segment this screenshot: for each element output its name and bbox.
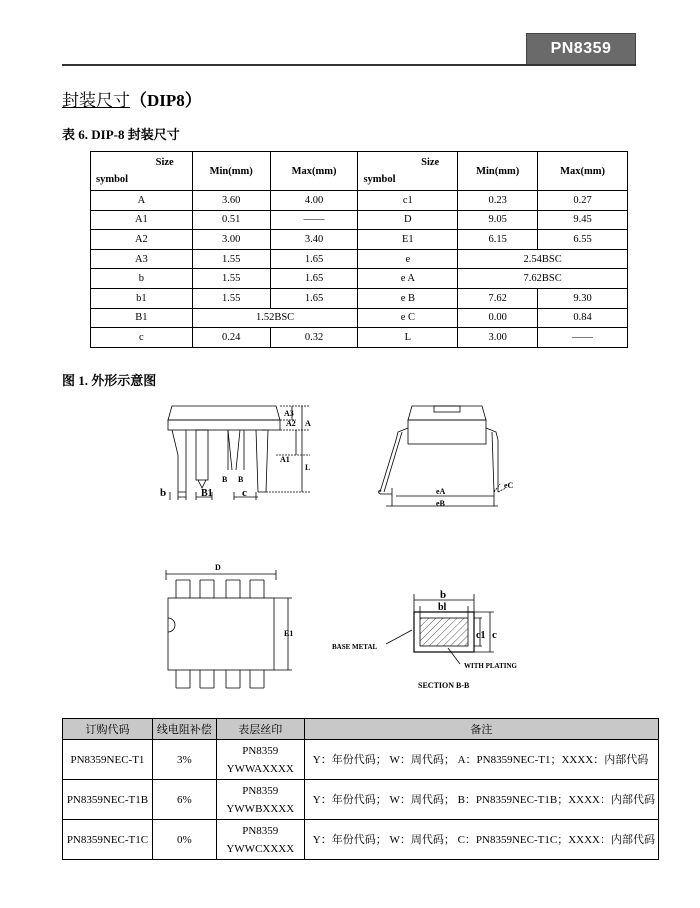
min-cell: 0.00 [458,308,538,328]
section-title-cn: 封装尺寸 [62,91,130,110]
value-cell: 7.62BSC [458,269,628,289]
label-D: D [215,563,221,572]
header-max: Max(mm) [538,152,628,191]
label-L: L [305,463,311,472]
label-A1: A1 [280,455,290,464]
min-cell: 6.15 [458,230,538,250]
symbol-cell: c [91,328,193,348]
part-number-badge: PN8359 [526,33,636,65]
order-table [62,718,659,860]
min-cell: 7.62 [458,288,538,308]
order-comp: 3% [152,740,216,780]
max-cell: —— [538,328,628,348]
header-symbol: symbol [96,174,129,185]
max-cell: 1.65 [270,288,358,308]
symbol-cell: b1 [91,288,193,308]
label-b: b [160,487,167,499]
label-base-metal: BASE METAL [332,643,378,651]
end-view-labels [378,481,514,508]
label-eA: eA [436,487,446,496]
section-title-paren: （DIP8） [130,91,202,110]
label-eC: eC [504,481,514,490]
table-row [63,780,659,820]
header-size: Size [421,157,440,168]
header-max: Max(mm) [270,152,358,191]
order-header-comp: 线电阻补偿 [152,719,216,740]
label-c1-section: c1 [476,630,486,641]
table-row [63,740,659,780]
order-table-header [63,719,659,740]
symbol-cell: e B [358,288,458,308]
label-c: c [242,487,247,499]
header-size: Size [155,157,174,168]
header-min: Min(mm) [458,152,538,191]
label-E1: E1 [284,629,294,638]
mark-line-2: YWWCXXXX [226,842,295,855]
min-cell: 3.60 [192,191,270,211]
order-header-code: 订购代码 [63,719,153,740]
label-b-section: b [440,589,447,601]
top-view [166,570,292,688]
order-remark: Y：年份代码； W：周代码； C：PN8359NEC-T1C；XXXX：内部代码 [304,820,658,860]
label-section-bb: SECTION B-B [418,681,470,690]
order-comp: 6% [152,780,216,820]
min-cell: 0.24 [192,328,270,348]
symbol-cell: A1 [91,210,193,230]
min-cell: 1.55 [192,288,270,308]
min-cell: 1.55 [192,269,270,289]
max-cell: —— [270,210,358,230]
min-cell: 9.05 [458,210,538,230]
order-remark: Y：年份代码； W：周代码； A：PN8359NEC-T1；XXXX：内部代码 [304,740,658,780]
symbol-cell: D [358,210,458,230]
mark-line-2: YWWAXXXX [226,762,294,775]
order-mark [216,740,304,780]
order-mark [216,780,304,820]
max-cell: 6.55 [538,230,628,250]
header-symbol: symbol [363,174,396,185]
label-b1-section: bl [438,602,447,613]
label-B1: B1 [201,488,213,499]
max-cell: 3.40 [270,230,358,250]
symbol-cell: A3 [91,249,193,269]
label-A2: A2 [286,419,296,428]
symbol-cell: E1 [358,230,458,250]
label-eB: eB [436,499,445,508]
table-row [63,820,659,860]
order-remark: Y：年份代码； W：周代码； B：PN8359NEC-T1B；XXXX：内部代码 [304,780,658,820]
label-B-left: B [222,475,228,484]
symbol-cell: c1 [358,191,458,211]
label-c-section: c [492,629,497,641]
max-cell: 1.65 [270,269,358,289]
order-code: PN8359NEC-T1C [63,820,153,860]
side-view-labels [160,409,311,499]
min-cell: 3.00 [458,328,538,348]
symbol-cell: A2 [91,230,193,250]
table-caption: 表 6. DIP-8 封装尺寸 [62,127,180,142]
mark-line-2: YWWBXXXX [226,802,295,815]
order-code: PN8359NEC-T1 [63,740,153,780]
value-cell: 1.52BSC [192,308,358,328]
figure-caption: 图 1. 外形示意图 [62,373,157,388]
mark-line-1: PN8359 [242,824,279,837]
label-with-plating: WITH PLATING [464,662,517,670]
order-mark [216,820,304,860]
label-c-end: c [378,487,382,496]
symbol-cell: e [358,249,458,269]
value-cell: 2.54BSC [458,249,628,269]
max-cell: 0.84 [538,308,628,328]
symbol-cell: A [91,191,193,211]
label-A3: A3 [284,409,294,418]
max-cell: 0.27 [538,191,628,211]
order-comp: 0% [152,820,216,860]
max-cell: 0.32 [270,328,358,348]
max-cell: 4.00 [270,191,358,211]
order-code: PN8359NEC-T1B [63,780,153,820]
min-cell: 3.00 [192,230,270,250]
max-cell: 9.45 [538,210,628,230]
symbol-cell: e A [358,269,458,289]
header-min: Min(mm) [192,152,270,191]
mark-line-1: PN8359 [242,784,279,797]
symbol-cell: L [358,328,458,348]
order-header-remark: 备注 [304,719,658,740]
symbol-cell: b [91,269,193,289]
order-header-mark: 表层丝印 [216,719,304,740]
label-A: A [305,419,311,428]
mark-line-1: PN8359 [242,744,279,757]
symbol-cell: e C [358,308,458,328]
max-cell: 9.30 [538,288,628,308]
label-B-right: B [238,475,244,484]
max-cell: 1.65 [270,249,358,269]
min-cell: 0.23 [458,191,538,211]
min-cell: 0.51 [192,210,270,230]
min-cell: 1.55 [192,249,270,269]
symbol-cell: B1 [91,308,193,328]
